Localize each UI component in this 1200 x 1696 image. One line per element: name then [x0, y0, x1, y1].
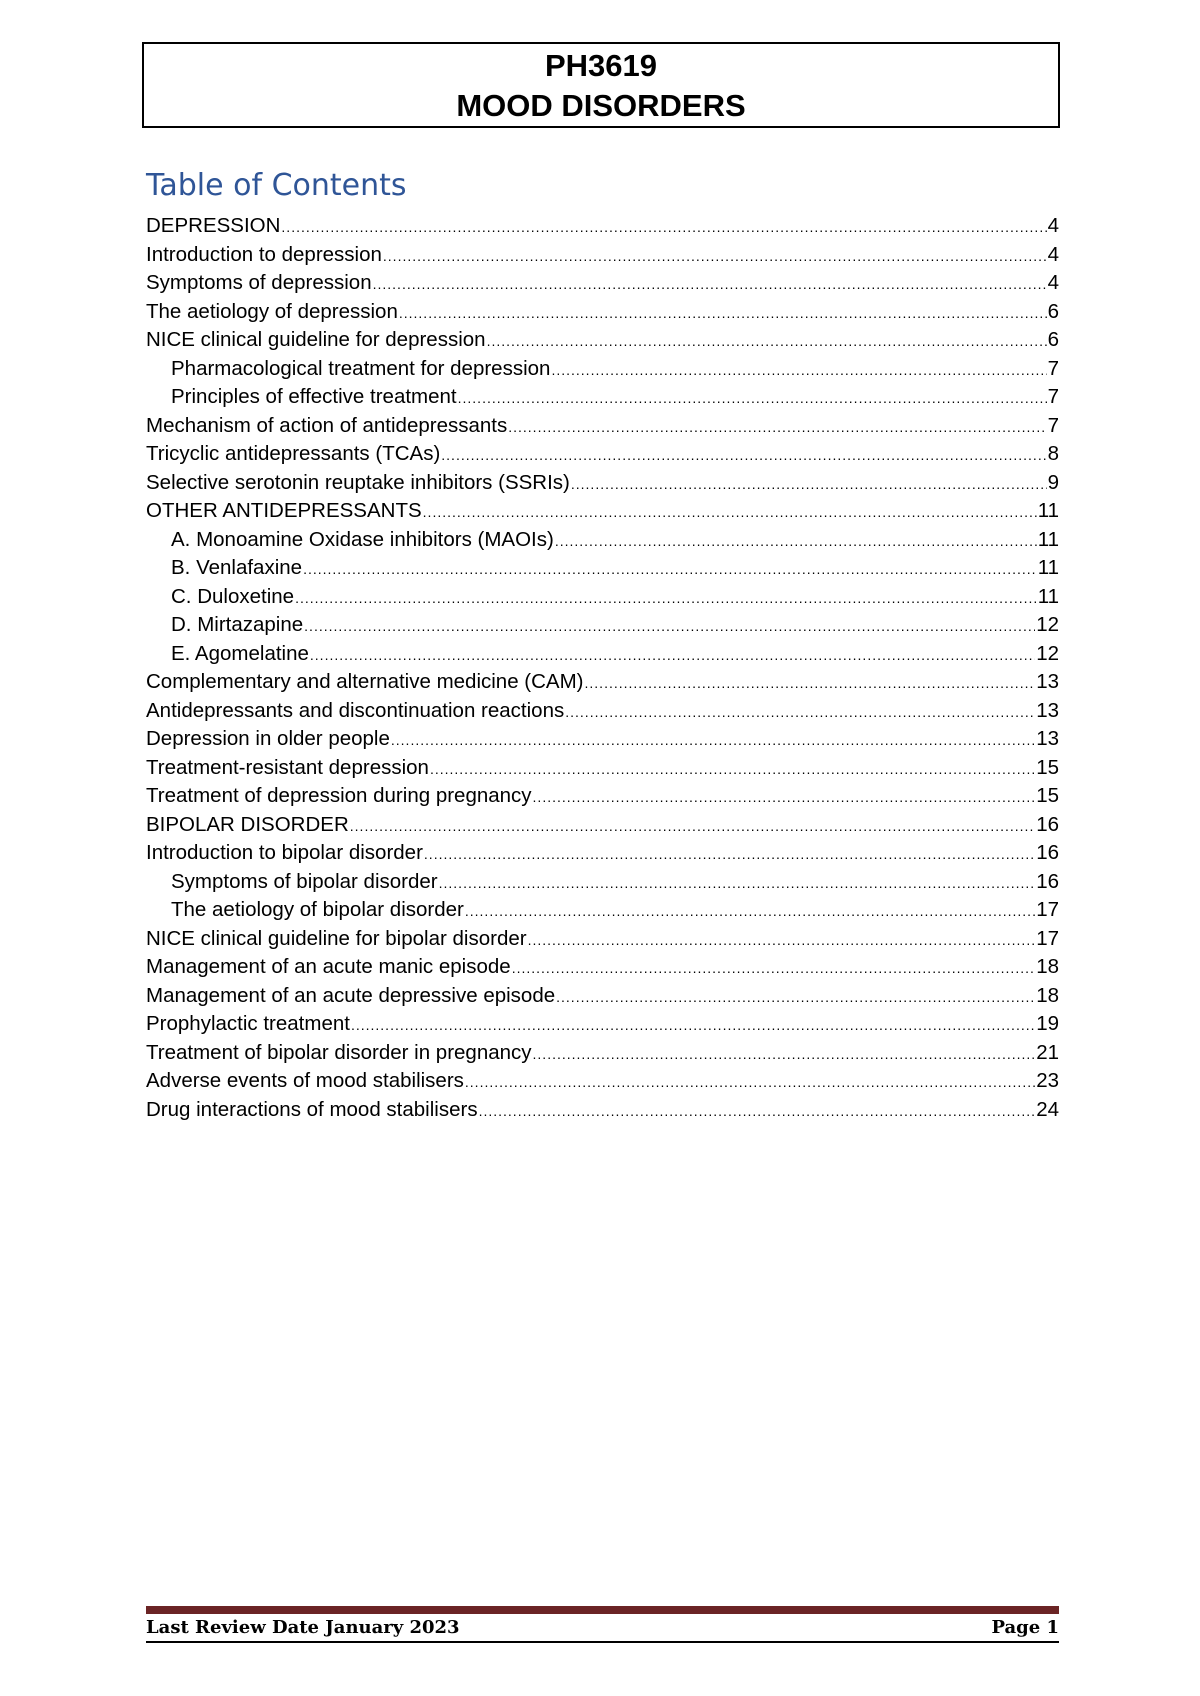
table-of-contents: [146, 212, 1059, 1124]
toc-dot-leader: [303, 555, 1037, 584]
toc-entry-label: Management of an acute depressive episode: [146, 983, 556, 1007]
toc-entry-page: 18: [1036, 983, 1059, 1007]
toc-entry-page: 15: [1036, 755, 1059, 779]
toc-entry[interactable]: [146, 583, 1059, 612]
toc-entry-page: 4: [1047, 214, 1059, 237]
toc-entry[interactable]: [146, 1010, 1059, 1039]
toc-entry-label: Symptoms of bipolar disorder: [171, 869, 438, 893]
footer-review-date: Last Review Date January 2023: [146, 1617, 460, 1638]
toc-entry-label: BIPOLAR DISORDER: [146, 812, 349, 836]
toc-entry-label: Prophylactic treatment: [146, 1012, 350, 1035]
toc-entry[interactable]: [146, 839, 1059, 868]
toc-dot-leader: [423, 498, 1037, 527]
toc-entry-label: NICE clinical guideline for depression: [146, 328, 486, 351]
toc-entry-page: 16: [1036, 812, 1059, 836]
toc-dot-leader: [281, 213, 1046, 242]
toc-entry[interactable]: [146, 668, 1059, 697]
toc-dot-leader: [508, 413, 1046, 442]
toc-entry-page: 23: [1036, 1069, 1059, 1092]
toc-entry-page: 18: [1036, 955, 1059, 978]
toc-entry-page: 12: [1036, 613, 1059, 636]
toc-entry[interactable]: [146, 982, 1059, 1011]
toc-dot-leader: [512, 954, 1036, 983]
toc-entry[interactable]: [146, 440, 1059, 469]
toc-entry-label: Treatment-resistant depression: [146, 755, 429, 779]
toc-entry-page: 16: [1036, 869, 1059, 893]
toc-dot-leader: [441, 441, 1046, 470]
toc-entry-page: 6: [1047, 328, 1059, 351]
toc-entry-label: Antidepressants and discontinuation reactions: [146, 698, 565, 722]
toc-entry-label: A. Monoamine Oxidase inhibitors (MAOIs): [171, 527, 554, 551]
toc-entry[interactable]: [146, 1067, 1059, 1096]
toc-dot-leader: [487, 327, 1047, 356]
toc-entry[interactable]: [146, 1096, 1059, 1125]
course-code: PH3619: [544, 48, 658, 83]
toc-entry-label: The aetiology of bipolar disorder: [171, 898, 464, 921]
toc-entry-page: 17: [1036, 898, 1059, 921]
toc-dot-leader: [424, 840, 1035, 869]
toc-dot-leader: [528, 926, 1036, 955]
toc-entry[interactable]: [146, 611, 1059, 640]
toc-dot-leader: [351, 1011, 1035, 1040]
toc-entry-label: DEPRESSION: [146, 214, 281, 237]
footer-divider-bar: [146, 1606, 1059, 1614]
toc-dot-leader: [465, 1068, 1035, 1097]
toc-entry-page: 11: [1037, 556, 1059, 579]
toc-dot-leader: [585, 669, 1036, 698]
toc-entry-page: 4: [1047, 242, 1059, 266]
footer-rule: [146, 1641, 1059, 1643]
toc-entry[interactable]: [146, 953, 1059, 982]
toc-entry[interactable]: [146, 811, 1059, 840]
toc-entry-label: Symptoms of depression: [146, 271, 372, 294]
toc-dot-leader: [556, 983, 1035, 1012]
toc-dot-leader: [383, 242, 1047, 271]
toc-dot-leader: [310, 641, 1035, 670]
toc-dot-leader: [555, 527, 1037, 556]
toc-entry[interactable]: [146, 241, 1059, 270]
toc-dot-leader: [465, 897, 1035, 926]
toc-dot-leader: [479, 1097, 1036, 1126]
toc-heading: Table of Contents: [146, 168, 407, 203]
toc-dot-leader: [391, 726, 1035, 755]
toc-entry[interactable]: [146, 896, 1059, 925]
toc-entry-label: Depression in older people: [146, 727, 390, 750]
toc-entry-label: Introduction to depression: [146, 242, 382, 266]
toc-dot-leader: [533, 1040, 1036, 1069]
toc-entry-page: 21: [1036, 1040, 1059, 1064]
toc-entry-page: 17: [1036, 926, 1059, 950]
toc-dot-leader: [458, 384, 1047, 413]
toc-entry[interactable]: [146, 412, 1059, 441]
toc-dot-leader: [399, 299, 1047, 328]
toc-entry-page: 11: [1037, 584, 1059, 608]
toc-dot-leader: [350, 812, 1035, 841]
toc-entry-label: Management of an acute manic episode: [146, 955, 511, 978]
toc-entry[interactable]: [146, 925, 1059, 954]
toc-entry[interactable]: [146, 554, 1059, 583]
toc-entry[interactable]: [146, 526, 1059, 555]
document-title-box: [142, 42, 1060, 128]
toc-entry[interactable]: [146, 754, 1059, 783]
toc-entry-label: B. Venlafaxine: [171, 556, 303, 579]
toc-entry[interactable]: [146, 640, 1059, 669]
toc-entry-page: 8: [1047, 442, 1059, 465]
toc-entry[interactable]: [146, 782, 1059, 811]
toc-entry[interactable]: [146, 326, 1059, 355]
toc-dot-leader: [565, 698, 1035, 727]
toc-entry-label: Treatment of depression during pregnancy: [146, 784, 532, 807]
toc-dot-leader: [551, 356, 1046, 385]
toc-entry-label: Principles of effective treatment: [171, 385, 457, 408]
toc-entry-label: E. Agomelatine: [171, 641, 309, 665]
toc-entry-page: 11: [1037, 527, 1059, 551]
toc-entry-page: 11: [1037, 499, 1059, 522]
toc-entry-label: OTHER ANTIDEPRESSANTS: [146, 499, 422, 522]
toc-entry[interactable]: [146, 1039, 1059, 1068]
toc-dot-leader: [533, 783, 1036, 812]
document-title: MOOD DISORDERS: [456, 88, 746, 123]
toc-entry-label: The aetiology of depression: [146, 299, 398, 323]
toc-entry-label: Pharmacological treatment for depression: [171, 356, 551, 380]
toc-entry-page: 16: [1036, 841, 1059, 864]
toc-entry-label: Tricyclic antidepressants (TCAs): [146, 442, 441, 465]
toc-entry-page: 13: [1036, 698, 1059, 722]
toc-entry-label: NICE clinical guideline for bipolar disorder: [146, 926, 527, 950]
toc-entry-label: C. Duloxetine: [171, 584, 295, 608]
toc-entry[interactable]: [146, 212, 1059, 241]
toc-entry-page: 12: [1036, 641, 1059, 665]
toc-dot-leader: [439, 869, 1036, 898]
toc-entry[interactable]: [146, 383, 1059, 412]
toc-entry-label: Drug interactions of mood stabilisers: [146, 1097, 478, 1121]
toc-entry[interactable]: [146, 355, 1059, 384]
toc-entry-page: 6: [1047, 299, 1059, 323]
toc-entry[interactable]: [146, 697, 1059, 726]
toc-entry-label: Adverse events of mood stabilisers: [146, 1069, 464, 1092]
toc-entry-label: Treatment of bipolar disorder in pregnancy: [146, 1040, 532, 1064]
toc-entry[interactable]: [146, 725, 1059, 754]
toc-entry-page: 9: [1047, 470, 1059, 494]
toc-entry[interactable]: [146, 868, 1059, 897]
toc-entry-page: 13: [1036, 727, 1059, 750]
toc-entry-page: 7: [1047, 413, 1059, 437]
toc-entry-page: 19: [1036, 1012, 1059, 1035]
toc-entry-label: Mechanism of action of antidepressants: [146, 413, 508, 437]
toc-entry[interactable]: [146, 298, 1059, 327]
toc-entry[interactable]: [146, 497, 1059, 526]
toc-entry[interactable]: [146, 469, 1059, 498]
toc-dot-leader: [430, 755, 1035, 784]
toc-entry-page: 7: [1047, 356, 1059, 380]
toc-entry-label: Selective serotonin reuptake inhibitors (SSRIs): [146, 470, 570, 494]
toc-dot-leader: [373, 270, 1047, 299]
toc-entry-page: 15: [1036, 784, 1059, 807]
toc-entry-label: D. Mirtazapine: [171, 613, 304, 636]
footer-page-number: Page 1: [991, 1617, 1059, 1638]
toc-entry-page: 13: [1036, 670, 1059, 693]
toc-dot-leader: [571, 470, 1047, 499]
toc-entry-page: 24: [1036, 1097, 1059, 1121]
toc-dot-leader: [304, 612, 1035, 641]
toc-entry-label: Introduction to bipolar disorder: [146, 841, 423, 864]
toc-dot-leader: [295, 584, 1037, 613]
toc-entry[interactable]: [146, 269, 1059, 298]
toc-entry-page: 4: [1047, 271, 1059, 294]
toc-entry-label: Complementary and alternative medicine (CAM): [146, 670, 584, 693]
toc-entry-page: 7: [1047, 385, 1059, 408]
